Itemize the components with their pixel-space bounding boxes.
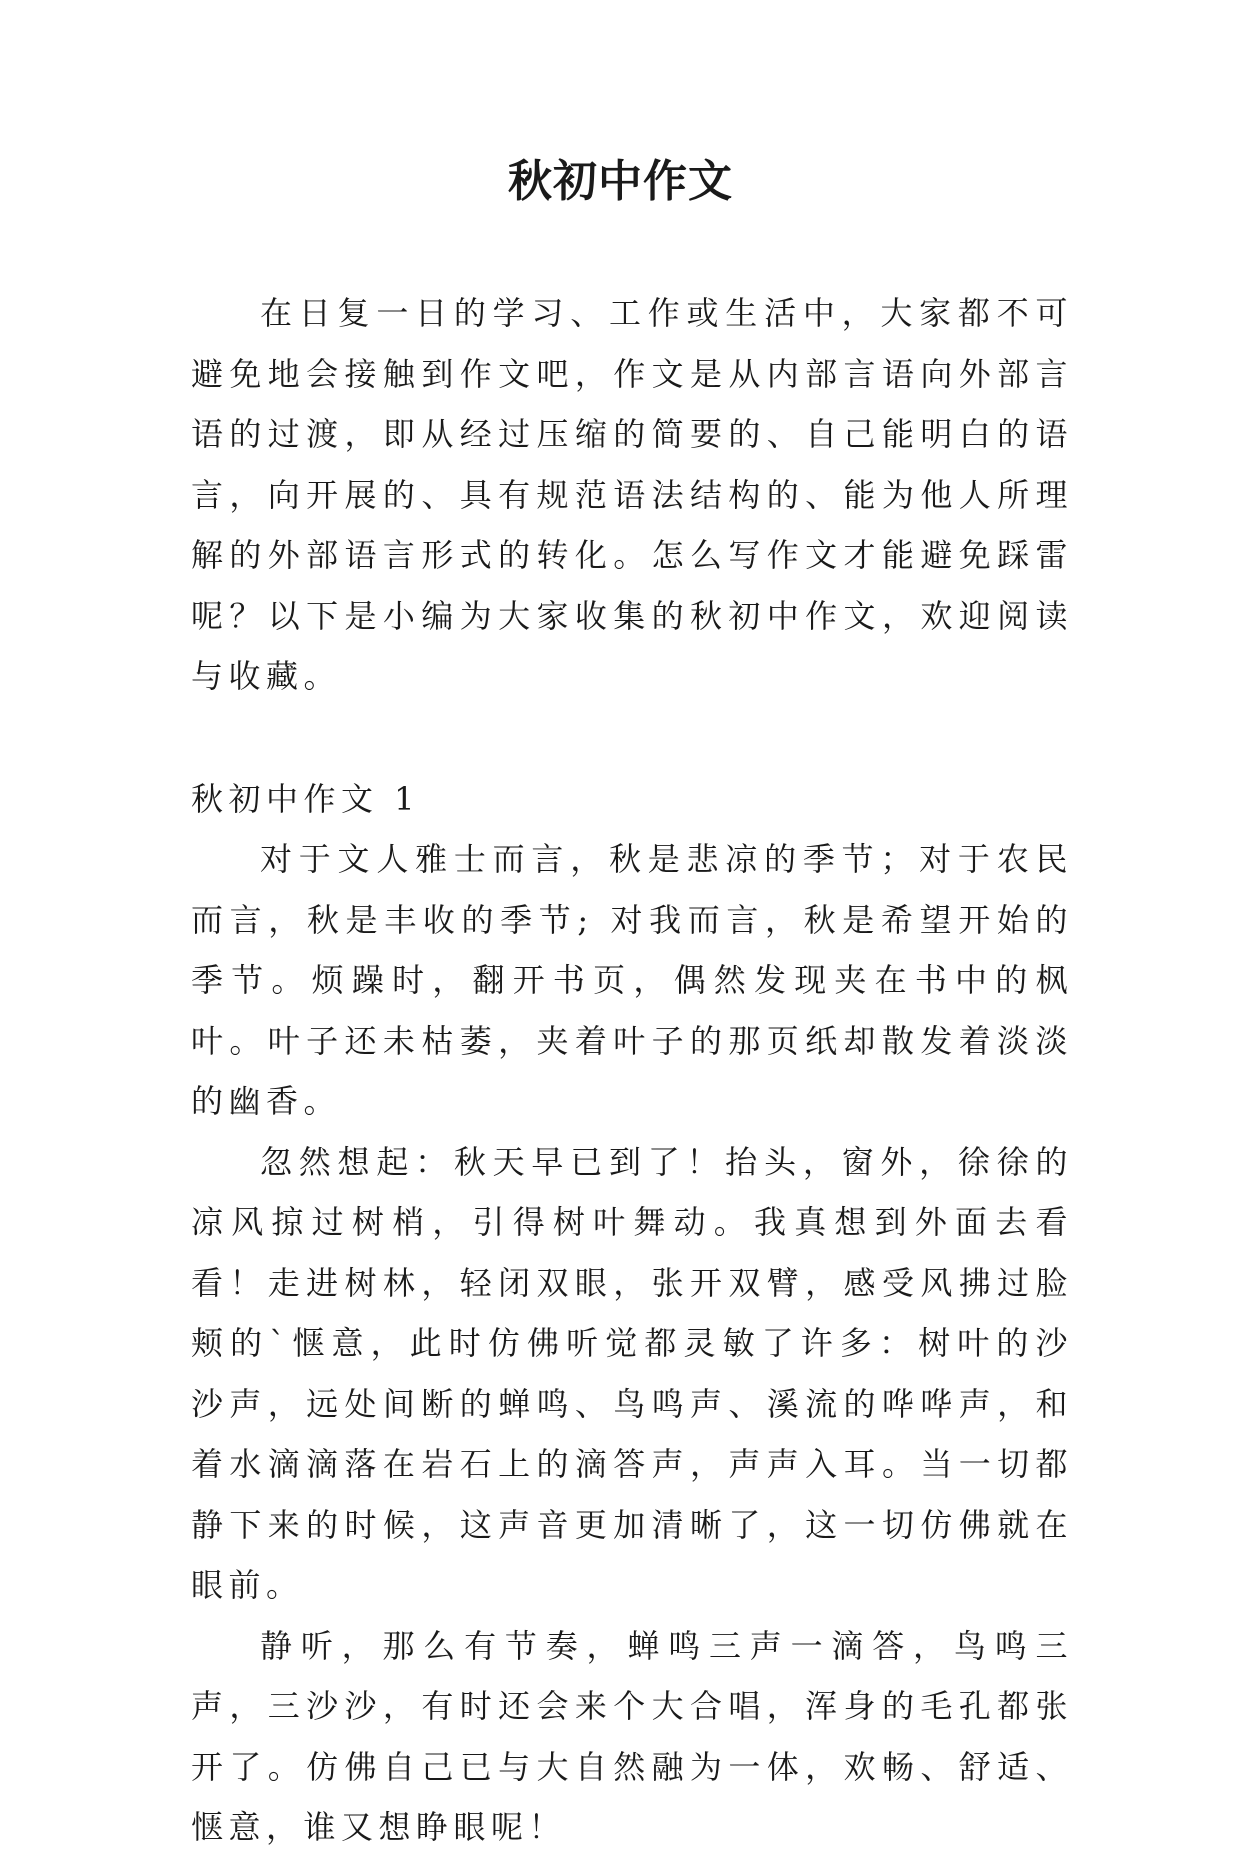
section-heading: 秋初中作文 1 — [191, 779, 421, 818]
body-paragraph: 对于文人雅士而言，秋是悲凉的季节；对于农民而言，秋是丰收的季节; 对我而言，秋是希望开始的季节。烦躁时，翻开书页，偶然发现夹在书中的枫叶。叶子还未枯萎，夹着叶子的那页纸却散发着淡淡的幽香。 — [191, 840, 1073, 1120]
document-body — [191, 283, 1073, 1858]
intro-paragraph: 在日复一日的学习、工作或生活中，大家都不可避免地会接触到作文吧，作文是从内部言语向外部言语的过渡，即从经过压缩的简要的、自己能明白的语言，向开展的、具有规范语法结构的、能为他人所理解的外部语言形式的转化。怎么写作文才能避免踩雷呢？以下是小编为大家收集的秋初中作文，欢迎阅读与收藏。 — [191, 294, 1073, 695]
document-title: 秋初中作文 — [508, 156, 733, 207]
body-paragraph: 静听，那么有节奏，蝉鸣三声一滴答，鸟鸣三声，三沙沙，有时还会来个大合唱，浑身的毛孔都张开了。仿佛自己已与大自然融为一体，欢畅、舒适、惬意，谁又想睁眼呢！ — [191, 1626, 1073, 1846]
body-paragraph: 忽然想起：秋天早已到了！抬头，窗外，徐徐的凉风掠过树梢，引得树叶舞动。我真想到外面去看看！走进树林，轻闭双眼，张开双臂，感受风拂过脸颊的`惬意，此时仿佛听觉都灵敏了许多：树叶的沙沙声，远处间断的蝉鸣、鸟鸣声、溪流的哗哗声，和着水滴滴落在岩石上的滴答声，声声入耳。当一切都静下来的时候，这声音更加清晰了，这一切仿佛就在眼前。 — [191, 1142, 1073, 1604]
